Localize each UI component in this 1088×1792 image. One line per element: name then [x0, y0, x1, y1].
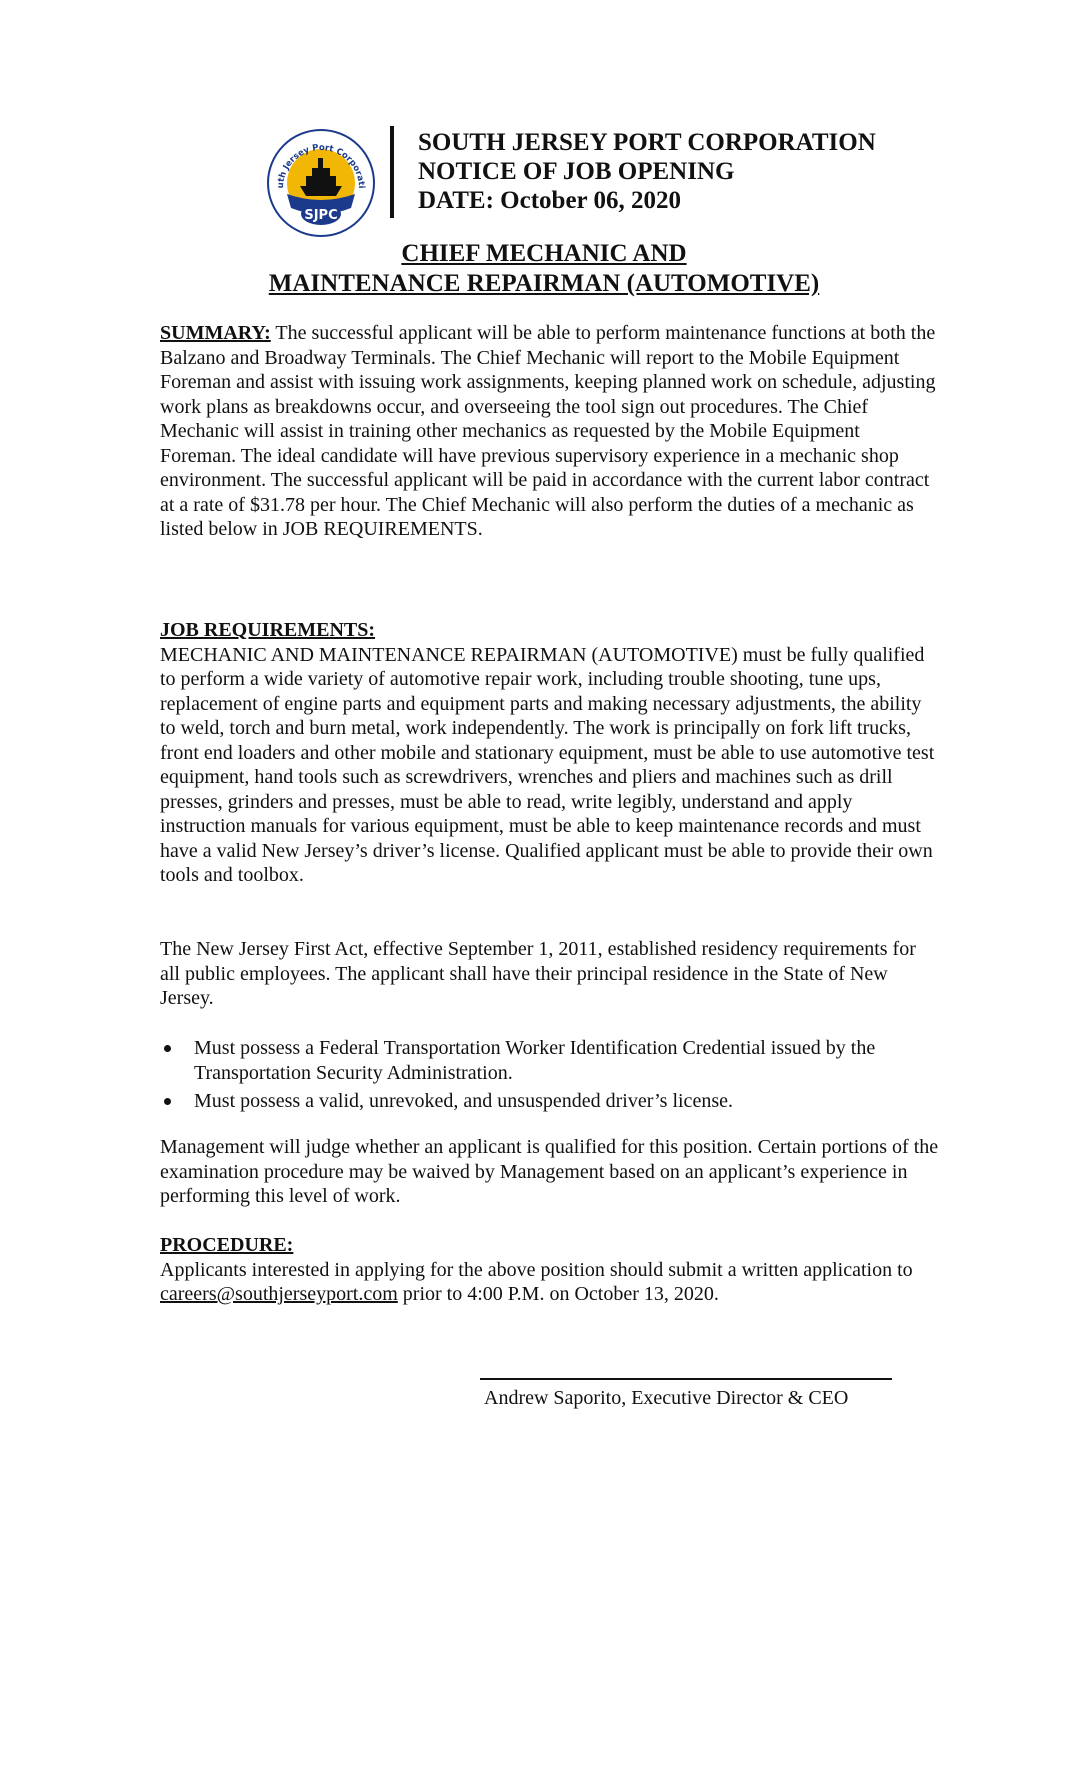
organization-name: SOUTH JERSEY PORT CORPORATION — [418, 129, 876, 156]
signature-line — [480, 1378, 892, 1380]
list-item: Must possess a valid, unrevoked, and unsuspended driver’s license. — [160, 1089, 940, 1114]
header-block — [418, 128, 876, 215]
requirements-section — [160, 618, 940, 888]
procedure-heading: PROCEDURE: — [160, 1234, 294, 1256]
management-text: Management will judge whether an applicant is qualified for this position. Certain portions of the examination procedure may be waived by Management based on an applicant’s experience in performing this level of work. — [160, 1136, 939, 1207]
requirements-heading: JOB REQUIREMENTS: — [160, 619, 376, 641]
procedure-text: Applicants interested in applying for the above position should submit a written application to careers@southjerseyport.com prior to 4:00 P.M. on October 13, 2020. — [160, 1258, 913, 1305]
job-title-line-2: MAINTENANCE REPAIRMAN (AUTOMOTIVE) — [268, 270, 820, 297]
signatory-name: Andrew Saporito, Executive Director & CEO — [484, 1387, 849, 1409]
sjpc-seal-icon — [266, 128, 376, 238]
notice-title: NOTICE OF JOB OPENING — [418, 158, 735, 185]
summary-section — [160, 321, 940, 542]
logo-ring-text: uth Jersey Port Corporati — [275, 142, 367, 189]
bullet-icon — [164, 1045, 171, 1052]
bullet-icon — [164, 1098, 171, 1105]
summary-heading: SUMMARY: — [160, 322, 271, 344]
list-item: Must possess a Federal Transportation Worker Identification Credential issued by the Transportation Security Administration. — [160, 1036, 940, 1085]
header-divider — [390, 126, 394, 218]
residency-text: The New Jersey First Act, effective September 1, 2011, established residency requirements for all public employees. The applicant shall have their principal residence in the State of New Jersey. — [160, 938, 916, 1009]
residency-paragraph — [160, 937, 940, 1011]
management-paragraph — [160, 1135, 940, 1209]
notice-date: DATE: October 06, 2020 — [418, 187, 681, 214]
requirements-text: MECHANIC AND MAINTENANCE REPAIRMAN (AUTOMOTIVE) must be fully qualified to perform a wide variety of automotive repair work, including trouble shooting, tune ups, replacement of engine parts and equipment parts and making necessary adjustments, the ability to weld, torch and burn metal, work independently. The work is principally on fork lift trucks, front end loaders and other mobile and stationary equipment, must be able to use automotive test equipment, hand tools such as screwdrivers, wrenches and pliers and machines such as drill presses, grinders and presses, must be able to read, write legibly, understand and apply instruction manuals for various equipment, must be able to keep maintenance records and must have a valid New Jersey’s driver’s license. Qualified applicant must be able to provide their own tools and toolbox. — [160, 643, 935, 886]
job-title-line-1: CHIEF MECHANIC AND — [401, 240, 687, 267]
requirements-bullet-list — [160, 1036, 940, 1118]
logo-badge-text: SJPC — [304, 208, 338, 223]
careers-email-link[interactable]: careers@southjerseyport.com — [160, 1283, 398, 1305]
sjpc-logo — [266, 128, 376, 238]
summary-text: The successful applicant will be able to perform maintenance functions at both the Balzano and Broadway Terminals. The Chief Mechanic will report to the Mobile Equipment Foreman and assist with issuing work assignments, keeping planned work on schedule, adjusting work plans as breakdowns occur, and overseeing the tool sign out procedures. The Chief Mechanic will assist in training other mechanics as requested by the Mobile Equipment Foreman. The ideal candidate will have previous supervisory experience in a mechanic shop environment. The successful applicant will be paid in accordance with the current labor contract at a rate of $31.78 per hour. The Chief Mechanic will also perform the duties of a mechanic as listed below in JOB REQUIREMENTS. — [160, 322, 936, 540]
procedure-section — [160, 1233, 940, 1307]
